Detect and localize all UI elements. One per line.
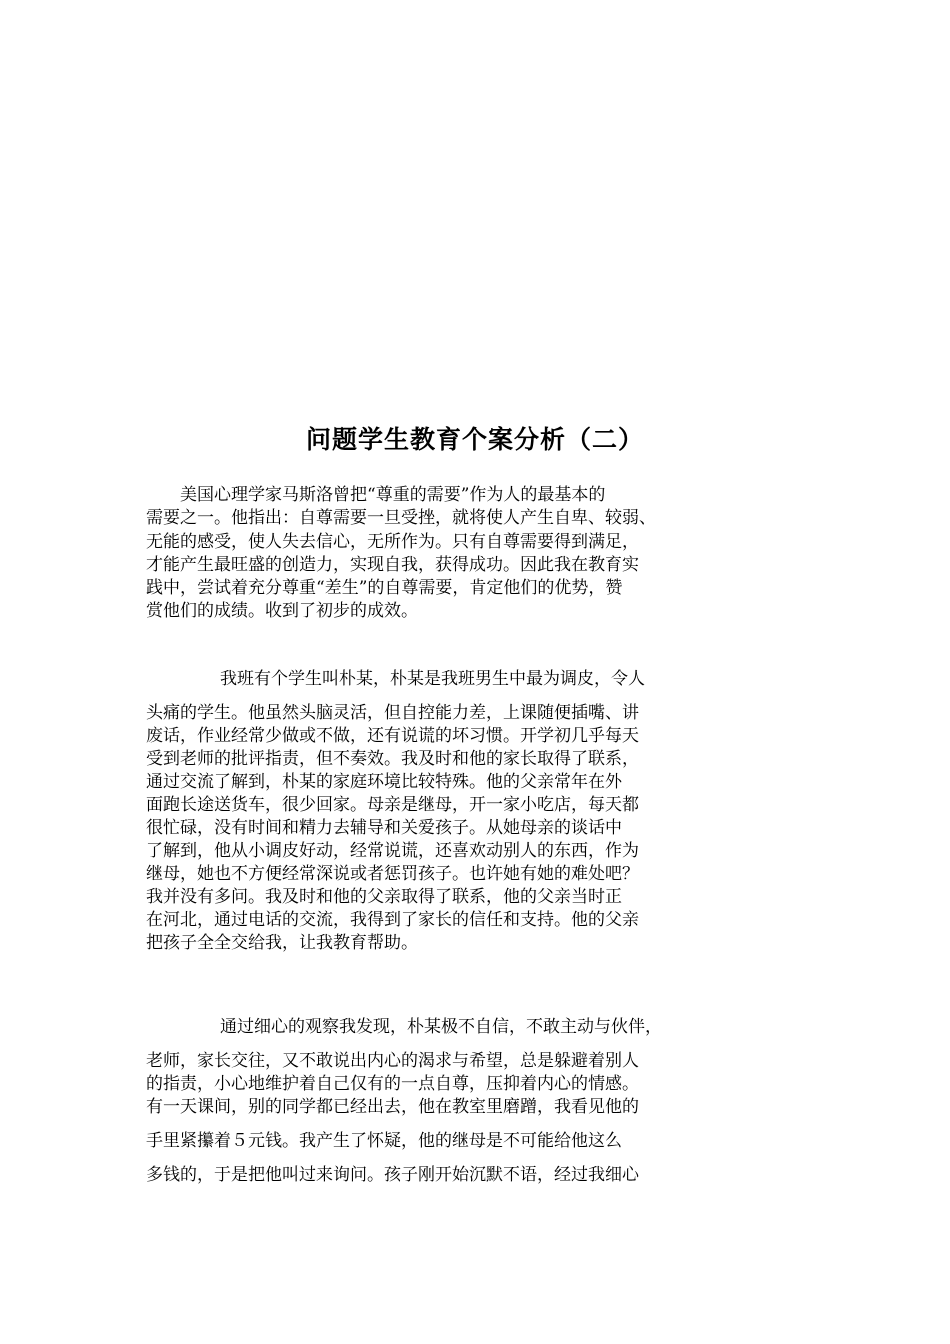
text-line: 需要之一。他指出：自尊需要一旦受挫，就将使人产生自卑、较弱、 xyxy=(146,508,656,529)
text-line: 了解到，他从小调皮好动，经常说谎，还喜欢动别人的东西，作为 xyxy=(146,841,639,861)
text-line: 的指责，小心地维护着自己仅有的一点自尊，压抑着内心的情感。 xyxy=(146,1074,639,1094)
text-line: 面跑长途送货车，很少回家。母亲是继母，开一家小吃店，每天都 xyxy=(146,795,639,815)
text-line: 才能产生最旺盛的创造力，实现自我，获得成功。因此我在教育实 xyxy=(146,554,639,575)
line-gap xyxy=(146,1039,812,1050)
text-line: 美国心理学家马斯洛曾把“尊重的需要”作为人的最基本的 xyxy=(180,485,606,505)
text-line: 我并没有多问。我及时和他的父亲取得了联系，他的父亲当时正 xyxy=(146,887,622,907)
line-gap xyxy=(146,1153,812,1164)
text-line: 赏他们的成绩。收到了初步的成效。 xyxy=(146,601,418,622)
text-line: 头痛的学生。他虽然头脑灵活，但自控能力差，上课随便插嘴、讲 xyxy=(146,703,639,723)
text-line: 我班有个学生叫朴某，朴某是我班男生中最为调皮，令人 xyxy=(220,669,645,689)
text-line: 很忙碌，没有时间和精力去辅导和关爱孩子。从她母亲的谈话中 xyxy=(146,818,622,838)
text-line: 把孩子全全交给我，让我教育帮助。 xyxy=(146,933,418,953)
text-line: 通过细心的观察我发现，朴某极不自信，不敢主动与伙伴， xyxy=(220,1017,662,1037)
text-line: 老师，家长交往，又不敢说出内心的渴求与希望，总是躲避着别人 xyxy=(146,1051,639,1071)
paragraph-2 xyxy=(146,668,812,955)
text-line: 受到老师的批评指责，但不奏效。我及时和他的家长取得了联系， xyxy=(146,749,639,769)
text-line: 通过交流了解到，朴某的家庭环境比较特殊。他的父亲常年在外 xyxy=(146,772,622,792)
paragraph-3 xyxy=(146,1016,812,1187)
document-title: 问题学生教育个案分析（二） xyxy=(305,425,644,454)
line-gap xyxy=(146,691,812,702)
line-gap xyxy=(146,1119,812,1130)
text-line: 手里紧攥着５元钱。我产生了怀疑，他的继母是不可能给他这么 xyxy=(146,1131,622,1151)
paragraph-1 xyxy=(146,484,812,624)
text-line: 废话，作业经常少做或不做，还有说谎的坏习惯。开学初几乎每天 xyxy=(146,726,639,746)
text-line: 无能的感受，使人失去信心，无所作为。只有自尊需要得到满足， xyxy=(146,531,639,552)
text-line: 在河北，通过电话的交流，我得到了家长的信任和支持。他的父亲 xyxy=(146,910,639,930)
text-line: 有一天课间，别的同学都已经出去，他在教室里磨蹭，我看见他的 xyxy=(146,1097,639,1117)
text-line: 继母，她也不方便经常深说或者惩罚孩子。也许她有她的难处吧？ xyxy=(146,864,639,884)
text-line: 多钱的，于是把他叫过来询问。孩子刚开始沉默不语，经过我细心 xyxy=(146,1165,639,1185)
text-line: 践中，尝试着充分尊重“差生”的自尊需要，肯定他们的优势，赞 xyxy=(146,578,623,599)
